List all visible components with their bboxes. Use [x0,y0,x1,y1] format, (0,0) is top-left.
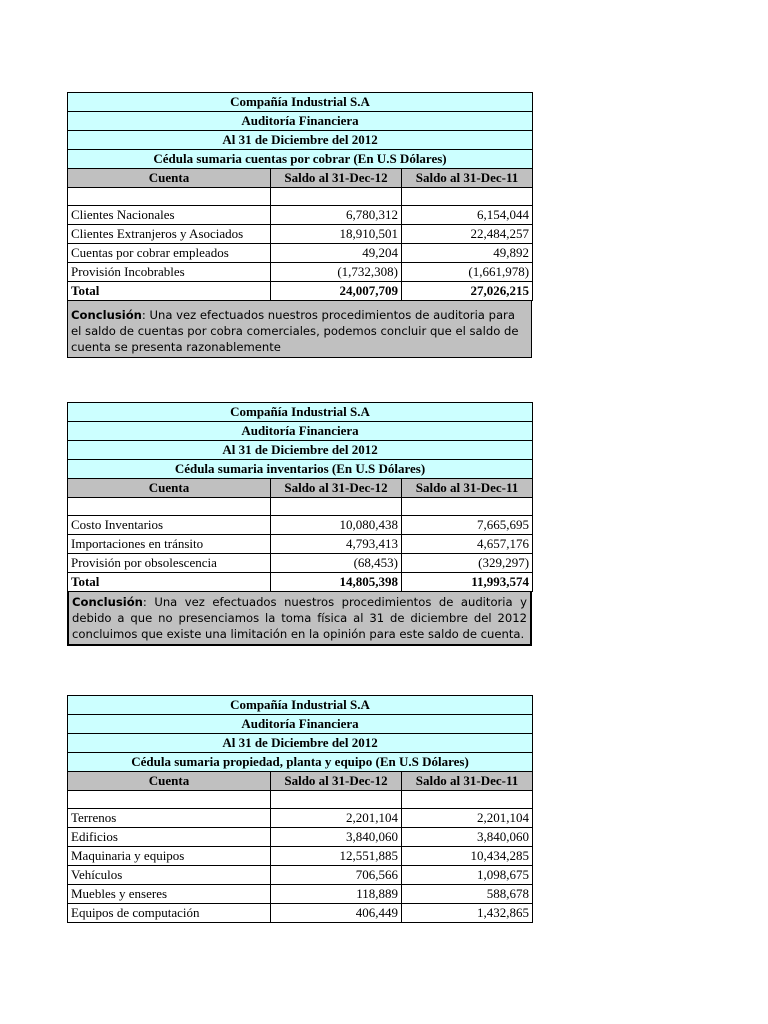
blank-row [68,188,533,206]
conclusion-box [67,301,532,358]
table-row [68,516,533,535]
account-name: Muebles y enseres [68,885,271,904]
column-header-2012: Saldo al 31-Dec-12 [271,479,402,498]
balance-2012: 3,840,060 [271,828,402,847]
conclusion-text: : Una vez efectuados nuestros procedimientos de auditoria para el saldo de cuentas por cobra comerciales, podemos concluir que el saldo de cuenta se presenta razonablemente [71,308,519,354]
conclusion-label: Conclusión [71,308,142,322]
company-name: Compañía Industrial S.A [68,403,533,422]
account-name: Clientes Extranjeros y Asociados [68,225,271,244]
balance-2011: 49,892 [402,244,533,263]
account-name: Terrenos [68,809,271,828]
account-name: Importaciones en tránsito [68,535,271,554]
table-row [68,225,533,244]
column-header-account: Cuenta [68,169,271,188]
total-2012: 24,007,709 [271,282,402,301]
account-name: Provisión por obsolescencia [68,554,271,573]
total-label: Total [68,282,271,301]
table-row [68,809,533,828]
schedule-table [67,695,533,923]
table-row [68,866,533,885]
total-2011: 11,993,574 [402,573,533,592]
schedule-title: Cédula sumaria propiedad, planta y equipo (En U.S Dólares) [68,753,533,772]
schedule-accounts-receivable [67,92,532,358]
balance-2011: 7,665,695 [402,516,533,535]
conclusion-label: Conclusión [72,595,143,609]
balance-2011: (1,661,978) [402,263,533,282]
company-name: Compañía Industrial S.A [68,93,533,112]
table-row [68,904,533,923]
balance-2011: (329,297) [402,554,533,573]
table-row [68,244,533,263]
balance-2012: 2,201,104 [271,809,402,828]
schedule-table [67,92,533,301]
column-header-2011: Saldo al 31-Dec-11 [402,772,533,791]
account-name: Maquinaria y equipos [68,847,271,866]
balance-2011: 2,201,104 [402,809,533,828]
balance-2011: 1,098,675 [402,866,533,885]
schedule-title: Cédula sumaria inventarios (En U.S Dólares) [68,460,533,479]
table-row [68,535,533,554]
balance-2011: 6,154,044 [402,206,533,225]
total-2012: 14,805,398 [271,573,402,592]
table-row [68,847,533,866]
column-header-account: Cuenta [68,772,271,791]
balance-2012: (1,732,308) [271,263,402,282]
balance-2012: 49,204 [271,244,402,263]
balance-2011: 1,432,865 [402,904,533,923]
blank-row [68,791,533,809]
schedule-title: Cédula sumaria cuentas por cobrar (En U.S Dólares) [68,150,533,169]
account-name: Costo Inventarios [68,516,271,535]
balance-2012: 10,080,438 [271,516,402,535]
report-date: Al 31 de Diciembre del 2012 [68,734,533,753]
balance-2012: 706,566 [271,866,402,885]
audit-type: Auditoría Financiera [68,422,533,441]
company-name: Compañía Industrial S.A [68,696,533,715]
schedule-inventory [67,402,532,646]
account-name: Provisión Incobrables [68,263,271,282]
report-date: Al 31 de Diciembre del 2012 [68,131,533,150]
table-row [68,554,533,573]
balance-2011: 4,657,176 [402,535,533,554]
column-header-2012: Saldo al 31-Dec-12 [271,169,402,188]
column-header-2011: Saldo al 31-Dec-11 [402,479,533,498]
total-row [68,573,533,592]
audit-type: Auditoría Financiera [68,715,533,734]
account-name: Vehículos [68,866,271,885]
balance-2011: 10,434,285 [402,847,533,866]
table-row [68,885,533,904]
total-row [68,282,533,301]
balance-2012: 18,910,501 [271,225,402,244]
account-name: Equipos de computación [68,904,271,923]
column-header-2012: Saldo al 31-Dec-12 [271,772,402,791]
balance-2012: 406,449 [271,904,402,923]
table-row [68,206,533,225]
balance-2012: 6,780,312 [271,206,402,225]
balance-2012: 118,889 [271,885,402,904]
column-header-2011: Saldo al 31-Dec-11 [402,169,533,188]
schedule-property-plant-equipment [67,695,532,923]
table-row [68,828,533,847]
column-header-account: Cuenta [68,479,271,498]
account-name: Cuentas por cobrar empleados [68,244,271,263]
report-date: Al 31 de Diciembre del 2012 [68,441,533,460]
balance-2012: 4,793,413 [271,535,402,554]
account-name: Edificios [68,828,271,847]
balance-2011: 588,678 [402,885,533,904]
total-2011: 27,026,215 [402,282,533,301]
table-row [68,263,533,282]
balance-2011: 22,484,257 [402,225,533,244]
schedule-table [67,402,533,592]
conclusion-text: : Una vez efectuados nuestros procedimientos de auditoria y debido a que no presenciamos la toma física al 31 de diciembre del 2012 concluimos que existe una limitación en la opinión para este saldo de cuenta. [72,595,527,641]
conclusion-box [67,592,532,646]
blank-row [68,498,533,516]
balance-2012: (68,453) [271,554,402,573]
total-label: Total [68,573,271,592]
audit-type: Auditoría Financiera [68,112,533,131]
balance-2012: 12,551,885 [271,847,402,866]
account-name: Clientes Nacionales [68,206,271,225]
balance-2011: 3,840,060 [402,828,533,847]
